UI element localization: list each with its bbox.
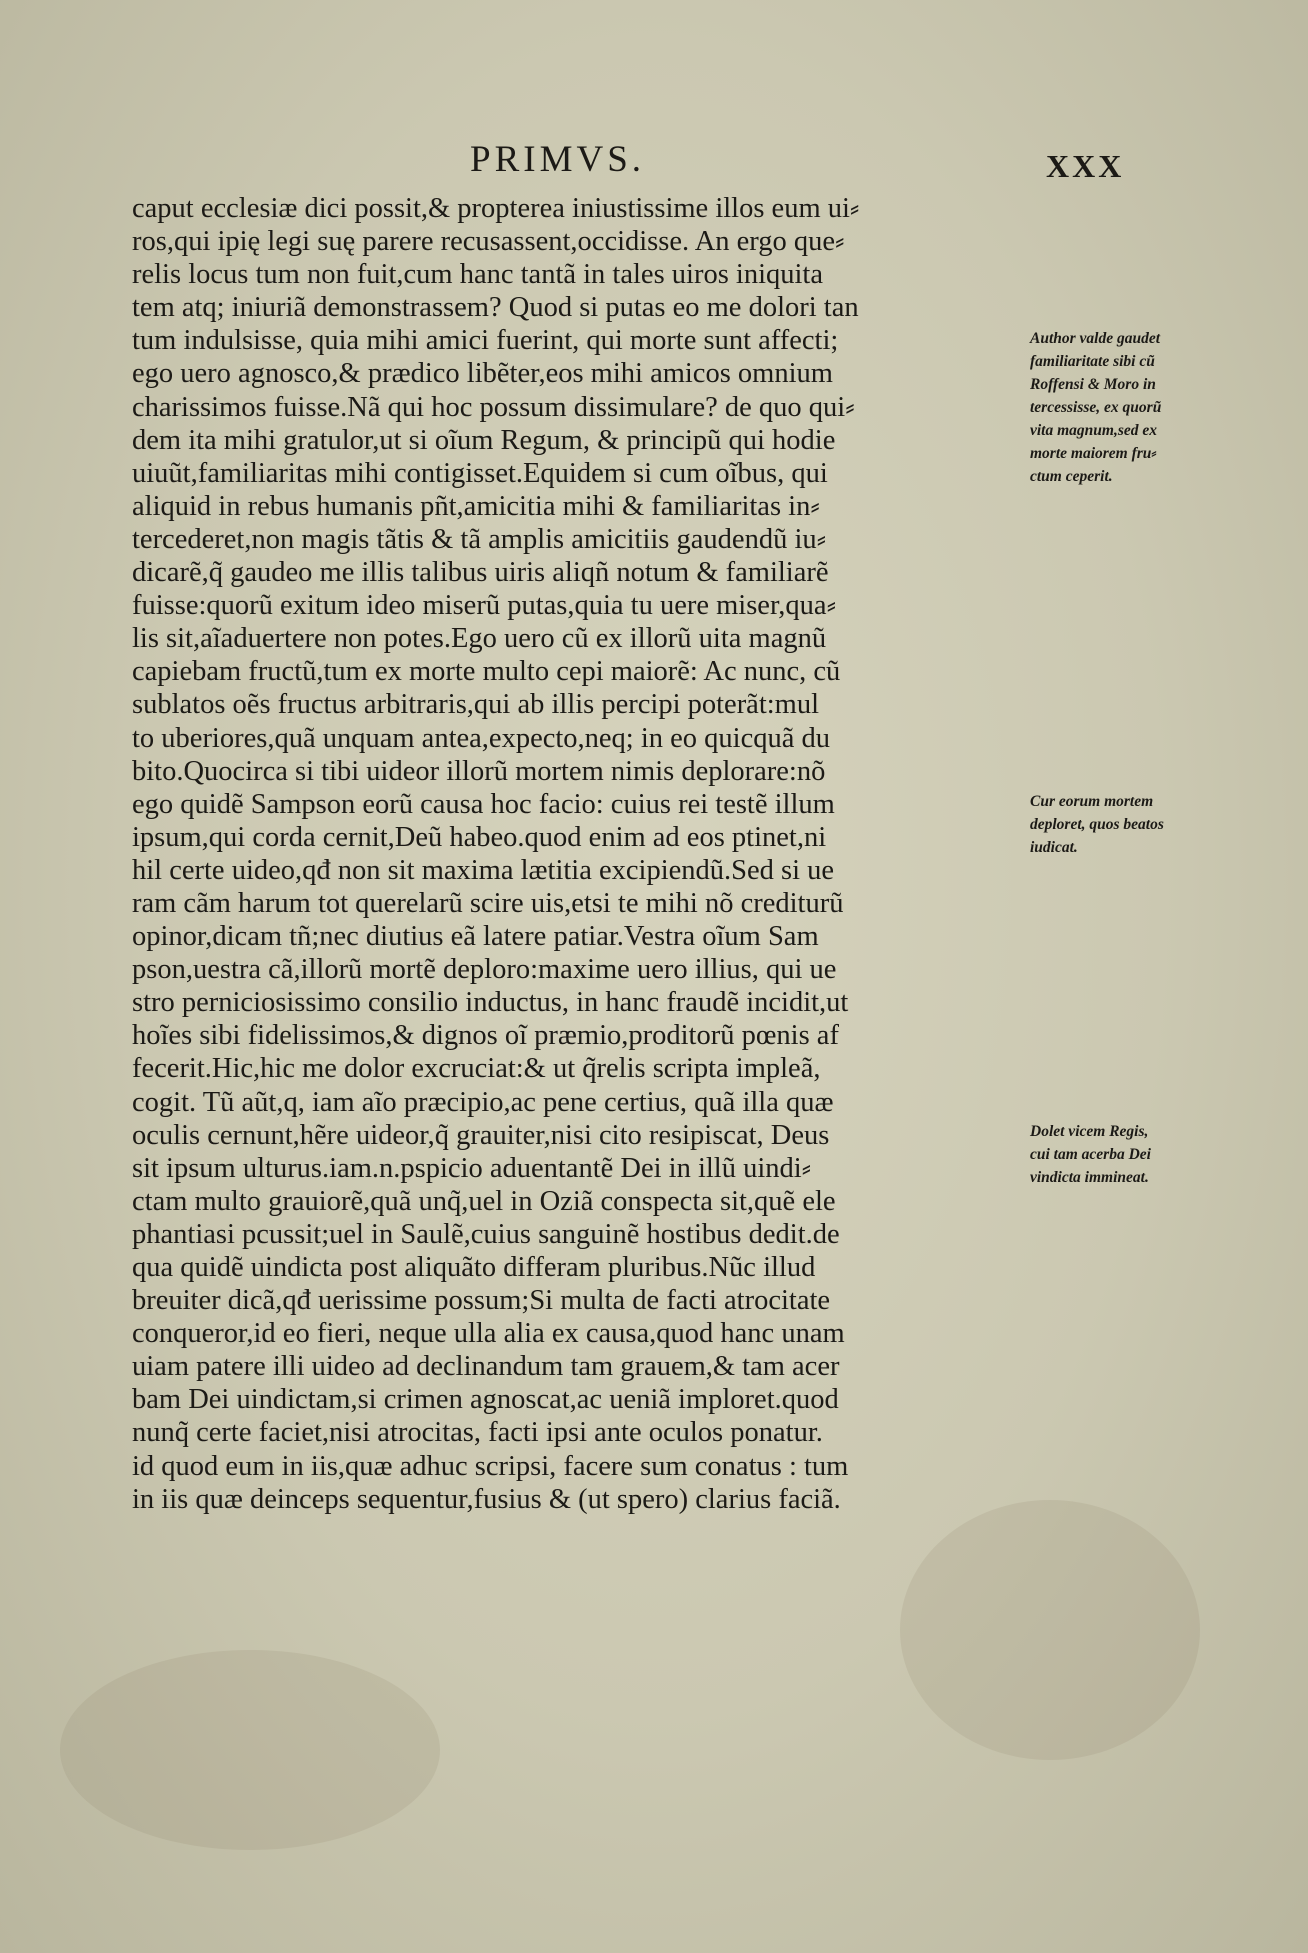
margin-note-line: morte maiorem fru⸗ xyxy=(1030,445,1157,462)
margin-note xyxy=(1030,327,1240,488)
text-line: ros,qui ipię legi suę parere recusassent,occidisse. An ergo que⸗ xyxy=(132,226,845,258)
text-line: phantiasi pcussit;uel in Saulẽ,cuius sanguinẽ hostibus dedit.de xyxy=(132,1218,840,1250)
text-line: tum indulsisse, quia mihi amici fuerint, qui morte sunt affecti; xyxy=(132,325,839,357)
margin-note-line: vita magnum,sed ex xyxy=(1030,422,1158,439)
text-line: dem ita mihi gratulor,ut si oĩum Regum, & principũ qui hodie xyxy=(132,424,836,456)
running-head: PRIMVS. xyxy=(470,139,646,180)
text-line: caput ecclesiæ dici possit,& propterea iniustissime illos eum ui⸗ xyxy=(132,193,860,224)
text-line: aliquid in rebus humanis pñt,amicitia mihi & familiaritas in⸗ xyxy=(132,490,820,522)
text-line: cogit. Tũ aũt,q, iam aĩo præcipio,ac pene certius, quã illa quæ xyxy=(132,1086,834,1118)
margin-note-line: familiaritate sibi cũ xyxy=(1030,353,1155,370)
text-line: fuisse:quorũ exitum ideo miserũ putas,quia tu uere miser,qua⸗ xyxy=(132,590,837,622)
margin-note-line: Dolet vicem Regis, xyxy=(1030,1123,1149,1140)
text-line: ram cãm harum tot querelarũ scire uis,etsi te mihi nõ crediturũ xyxy=(132,887,844,919)
margin-note-line: vindicta immineat. xyxy=(1030,1169,1149,1186)
text-line: nunq̃ certe faciet,nisi atrocitas, facti ipsi ante oculos ponatur. xyxy=(132,1417,823,1449)
text-line: dicarẽ,q̃ gaudeo me illis talibus uiris aliqñ notum & familiarẽ xyxy=(132,557,829,589)
text-line: hil certe uideo,qđ non sit maxima lætitia excipiendũ.Sed si ue xyxy=(132,854,835,886)
margin-note xyxy=(1030,790,1240,859)
margin-note-line: tercessisse, ex quorũ xyxy=(1030,399,1162,416)
text-line: tem atq; iniuriã demonstrassem? Quod si putas eo me dolori tan xyxy=(132,292,859,324)
margin-note-line: Roffensi & Moro in xyxy=(1030,376,1156,393)
text-line: ego quidẽ Sampson eorũ causa hoc facio: cuius rei testẽ illum xyxy=(132,788,835,820)
text-line: qua quidẽ uindicta post aliquãto differam pluribus.Nũc illud xyxy=(132,1252,816,1283)
text-line: stro perniciosissimo consilio inductus, in hanc fraudẽ incidit,ut xyxy=(132,987,849,1019)
text-line: conqueror,id eo fieri, neque ulla alia ex causa,quod hanc unam xyxy=(132,1318,845,1350)
text-line: capiebam fructũ,tum ex morte multo cepi maiorẽ: Ac nunc, cũ xyxy=(132,656,841,688)
text-line: bam Dei uindictam,si crimen agnoscat,ac ueniã imploret.quod xyxy=(132,1384,839,1416)
text-line: pson,uestra cã,illorũ mortẽ deploro:maxime uero illius, qui ue xyxy=(132,954,837,986)
margin-note-line: Author valde gaudet xyxy=(1030,330,1161,347)
margin-note xyxy=(1030,1120,1240,1189)
text-line: ipsum,qui corda cernit,Deũ habeo.quod enim ad eos ptinet,ni xyxy=(132,821,827,853)
text-line: id quod eum in iis,quæ adhuc scripsi, facere sum conatus : tum xyxy=(132,1450,849,1482)
main-text-block xyxy=(132,192,1002,1516)
margin-note-line: cui tam acerba Dei xyxy=(1030,1146,1151,1163)
text-line: sublatos oẽs fructus arbitraris,qui ab illis percipi poterãt:mul xyxy=(132,689,820,721)
text-line: ctam multo grauiorẽ,quã unq̃,uel in Oziã conspecta sit,quẽ ele xyxy=(132,1185,836,1217)
text-line: breuiter dicã,qđ uerissime possum;Si multa de facti atrocitate xyxy=(132,1285,831,1317)
text-line: opinor,dicam tñ;nec diutius eã latere patiar.Vestra oĩum Sam xyxy=(132,921,819,953)
margin-note-line: iudicat. xyxy=(1030,839,1078,856)
text-line: in iis quæ deinceps sequentur,fusius & (ut spero) clarius faciã. xyxy=(132,1483,841,1515)
text-line: tercederet,non magis tãtis & tã amplis amicitiis gaudendũ iu⸗ xyxy=(132,523,827,555)
text-line: charissimos fuisse.Nã qui hoc possum dissimulare? de quo qui⸗ xyxy=(132,391,855,423)
paper-stain xyxy=(900,1500,1200,1760)
text-line: to uberiores,quã unquam antea,expecto,neq; in eo quicquã du xyxy=(132,722,831,754)
folio-number: XXX xyxy=(1046,148,1125,184)
text-line: ego uero agnosco,& prædico libẽter,eos mihi amicos omnium xyxy=(132,358,833,390)
paper-stain xyxy=(60,1650,440,1850)
margin-note-line: Cur eorum mortem xyxy=(1030,793,1154,810)
text-line: hoĩes sibi fidelissimos,& dignos oĩ præmio,proditorũ pœnis af xyxy=(132,1020,839,1052)
text-line: lis sit,aĩaduertere non potes.Ego uero cũ ex illorũ uita magnũ xyxy=(132,623,827,655)
text-line: uiam patere illi uideo ad declinandum tam grauem,& tam acer xyxy=(132,1351,840,1383)
text-line: sit ipsum ulturus.iam.n.pspicio aduentantẽ Dei in illũ uindi⸗ xyxy=(132,1152,812,1184)
text-line: fecerit.Hic,hic me dolor excruciat:& ut q̃relis scripta impleã, xyxy=(132,1053,821,1085)
text-line: relis locus tum non fuit,cum hanc tantã in tales uiros iniquita xyxy=(132,259,823,291)
text-line: oculis cernunt,hẽre uideor,q̃ grauiter,nisi cito resipiscat, Deus xyxy=(132,1119,830,1151)
text-line: uiuũt,familiaritas mihi contigisset.Equidem si cum oĩbus, qui xyxy=(132,457,828,489)
margin-note-line: ctum ceperit. xyxy=(1030,468,1113,485)
margin-note-line: deploret, quos beatos xyxy=(1030,816,1164,833)
text-line: bito.Quocirca si tibi uideor illorũ mortem nimis deplorare:nõ xyxy=(132,755,826,787)
